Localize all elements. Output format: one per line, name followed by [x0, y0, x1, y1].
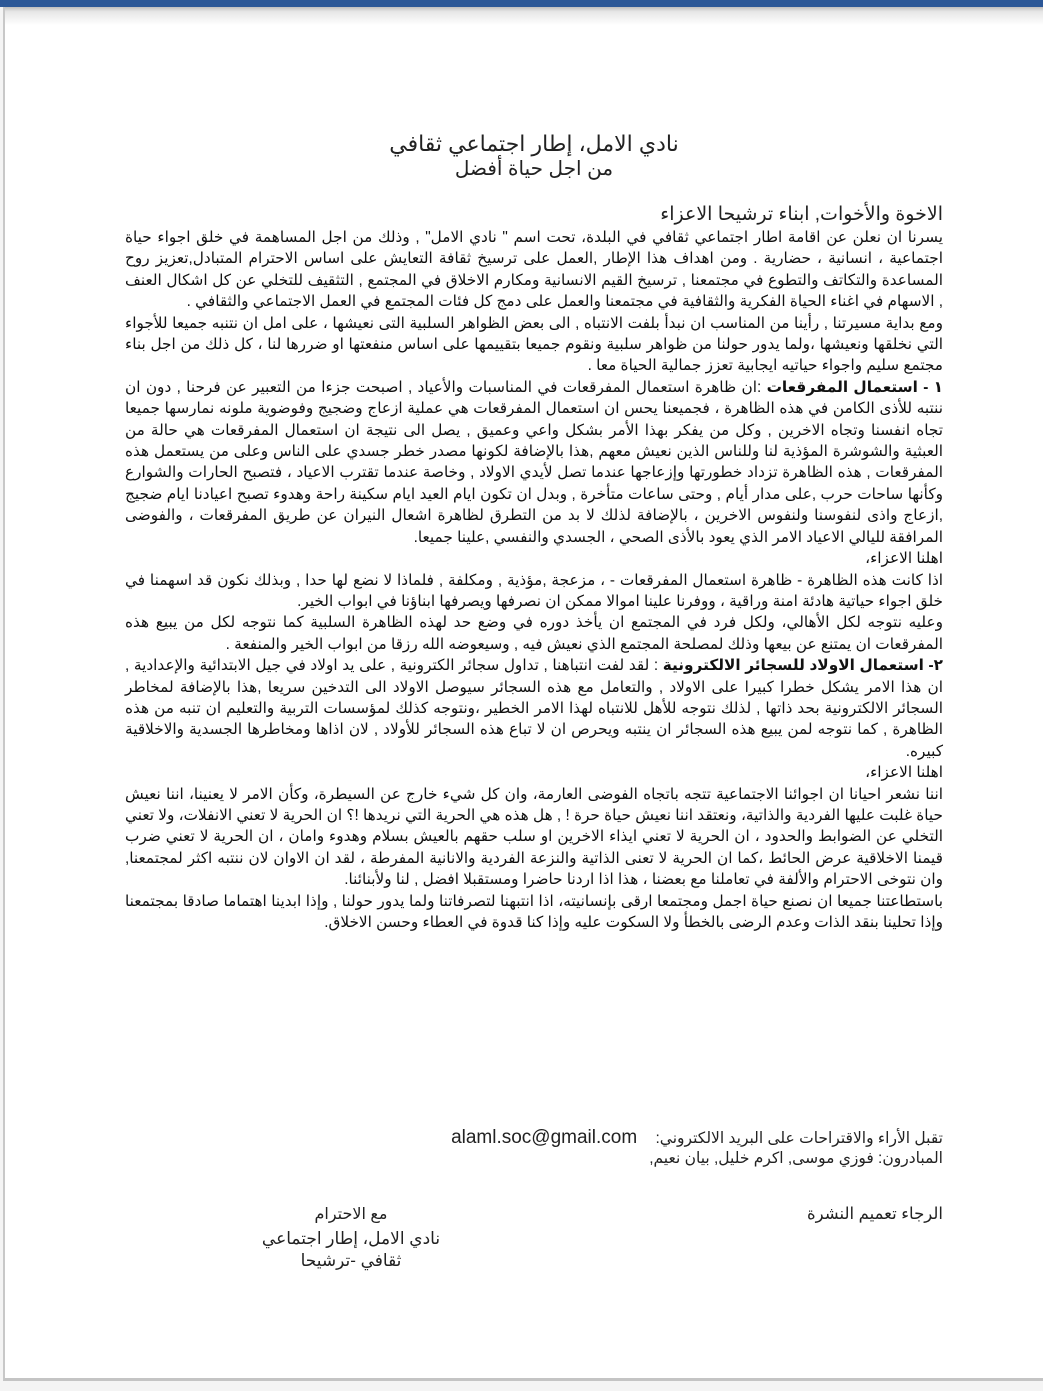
document-title: نادي الامل، إطار اجتماعي ثقافي	[389, 131, 679, 156]
contact-line	[410, 1128, 943, 1149]
paragraph-closing: باستطاعتنا جميعا ان نصنع حياة اجمل ومجتمعا ارقى بإنسانيته، اذا انتبهنا لتصرفاتنا ولما يدور حولنا , وإذا ابدينا اهتماما صادقا بمجتمعنا وإذا تحلينا بنقد الذات وعدم الرضى بالخطأ ولا السكوت عليه وإذا كنا قدوة في العطاء وحسن الاخلاق.	[125, 892, 943, 931]
salutation-1: اهلنا الاعزاء،	[865, 550, 943, 568]
greeting: الاخوة والأخوات, ابناء ترشيحا الاعزاء	[660, 204, 943, 225]
section-fireworks-heading: ١ - استعمال المفرقعات	[766, 378, 943, 396]
section-ecigarettes-body: : لقد لفت انتباهنا , تداول سجائر الكترونية , على يد اولاد في جيل الابتدائية والإعدادية , ان هذا الامر يشكل خطرا كبيرا على الاولاد , والتعامل مع هذه السجائر سيوصل الاولاد الى التدخين سريعا ,هذا بالإضافة لمخاطر السجائر الالكترونية بحد ذاتها , لذلك نتوجه للأهل للانتباه لهذا الامر الخطير ،ونتوجه كذلك لمؤسسات التربية والتعليم ان تنبه من هذه الظاهرة , كما نتوجه لمن يبيع هذه السجائر ان ينتبه ويحرص ان لا تباع هذه السجائر للأولاد , لان اذاها ومخاطرها الجسدية والاخلاقية كبيره.	[125, 657, 943, 760]
initiators-line: المبادرون: فوزي موسى, اكرم خليل, بيان نعيم,	[649, 1150, 943, 1167]
section-ecigarettes	[125, 655, 943, 762]
signature-block	[241, 1204, 461, 1272]
window-top-bar	[0, 0, 1043, 7]
paragraph-intro: يسرنا ان نعلن عن اقامة اطار اجتماعي ثقافي في البلدة، تحت اسم " نادي الامل" , وذلك من اجل المساهمة في خلق اجواء حياة اجتماعية ، انسانية ، حضارية . ومن اهداف هذا الإطار ,العمل على ترسيخ ثقافة التعايش على اساس الاحترام المتبادل,تعزيز روح المساعدة والتكاتف والتطوع في مجتمعنا , ترسيخ القيم الانسانية ومكارم الاخلاق في المجتمع , التثقيف للتخلي عن كل اشكال العنف , الاسهام في اغناء الحياة الفكرية والثقافية في مجتمعنا والعمل على دمج كل فئات المجتمع في العمل الاجتماعي والثقافي .	[125, 229, 943, 311]
contact-label: تقبل الأراء والاقتراحات على البريد الالكتروني:	[655, 1130, 943, 1147]
section-ecigarettes-heading: ٢- استعمال الاولاد للسجائر الالكترونية	[662, 657, 943, 675]
salutation-2: اهلنا الاعزاء،	[865, 764, 943, 782]
regards-text: مع الاحترام	[314, 1206, 388, 1223]
distribute-note: الرجاء تعميم النشرة	[807, 1205, 943, 1223]
page-top-shadow	[5, 7, 1043, 25]
document-subtitle: من اجل حياة أفضل	[454, 158, 614, 180]
paragraph-fireworks-appeal: وعليه نتوجه لكل الأهالي، ولكل فرد في المجتمع ان يأخذ دوره في وضع حد لهذه الظاهرة السلبية كما نتوجه لكل من يبيع هذه المفرقعات ان يمتنع عن بيعها وذلك لمصلحة المجتمع الذي نعيش فيه , وسيعوضه الله رزقا من ابواب الخير والمنفعة .	[125, 614, 943, 653]
signature-text: نادي الامل، إطار اجتماعي ثقافي -ترشيحا	[261, 1229, 441, 1270]
contact-block	[410, 1128, 943, 1169]
section-fireworks-body: :ان ظاهرة استعمال المفرقعات في المناسبات والأعياد , اصبحت جزءا من التعبير عن فرحنا , دون ان ننتبه للأذى الكامن في هذه الظاهرة ، فجميعنا يحس ان استعمال المفرقعات هي عملية ازعاج وضجيج وفوضوية ملونه نمارسها جميعا تجاه انفسنا وتجاه الاخرين , وكل من يفكر بهذا الأمر بشكل واعي وعميق , يصل الى نتيجة ان استعمال المفرقعات هي حالة من العبثية والشوشرة المؤذية لنا وللناس الذين نعيش معهم ,هذا بالإضافة لكونها مصدر خطر جسدي على الناس وعلى من يستعمل هذه المفرقعات , هذه الظاهرة تزداد خطورتها وإزعاجها عندما تصل لأيدي الاولاد , وخاصة عندما تقترب الاعياد ، فتصبح الحارات والشوارع وكأنها ساحات حرب ,على مدار أيام , وحتى ساعات متأخرة , وبدل ان تكون ايام العيد ايام سكينة راحة وهدوء تصبح اعيادنا ايام ضجيج ,ازعاج واذى لنفوسنا ولنفوس الاخرين ، بالإضافة لذلك لا بد من التطرق لظاهرة اشعال النيران عن طريق المفرقعات ، والفوضى المرافقة لليالي الاعياد الامر الذي يعود بالأذى الصحي ، الجسدي والنفسي ,علينا جميعا.	[125, 378, 944, 546]
paragraph-freedom: اننا نشعر احيانا ان اجوائنا الاجتماعية تتجه باتجاه الفوضى العارمة، وان كل شيء خارج عن السيطرة، وكأن الامر لا يعنينا، اننا نعيش حياة غلبت عليها الفردية والذاتية، ونعتقد اننا نعيش حياة حرة ! , هل هذه هي الحرية التي نريدها !؟ ان الحرية لا تعني الانفلات، ولا تعني التخلي عن الضوابط والحدود ، ان الحرية لا تعني ايذاء الاخرين او سلب حقهم بالعيش بسلام وهدوء وامان ، ان الحرية لا تعني ضرب قيمنا الاخلاقية عرض الحائط ،كما ان الحرية لا تعنى الذاتية والنزعة الفردية والانانية المفرطة ، لقد ان الاوان لان ننتبه اكثر لمجتمعنا, وان نتوخى الاحترام والألفة في تعاملنا مع بعضنا ، هذا اذا اردنا حاضرا ومستقبلا افضل , لنا ولأبنائنا.	[125, 785, 943, 889]
letter-body	[125, 227, 943, 933]
section-fireworks	[125, 377, 943, 548]
paragraph-fireworks-close: اذا كانت هذه الظاهرة - ظاهرة استعمال المفرقعات - ، مزعجة ,مؤذية , ومكلفة , فلماذا لا نضع لها حدا , وبذلك نكون قد اسهمنا في خلق اجواء حياتية هادئة امنة وراقية ، ووفرنا علينا اموالا ممكن ان نصرفها ويصرفها ابناؤنا في ابواب الخير.	[125, 571, 943, 610]
paragraph-start: ومع بداية مسيرتنا , رأينا من المناسب ان نبدأ بلفت الانتباه , الى بعض الظواهر السلبية التى نعيشها ، على امل ان نتنبه جميعا للأجواء التي نخلقها ونعيشها ،ولما يدور حولنا من ظواهر سلبية ونقوم جميعا بتقييمها على اساس منفعتها او ضررها لنا ، كل ذلك من اجل بناء مجتمع سليم واجواء حياتيه ايجابية تعزز جمالية الحياة معا .	[125, 314, 943, 375]
contact-email-link[interactable]: alaml.soc@gmail.com	[451, 1127, 638, 1148]
document-body	[125, 131, 943, 933]
